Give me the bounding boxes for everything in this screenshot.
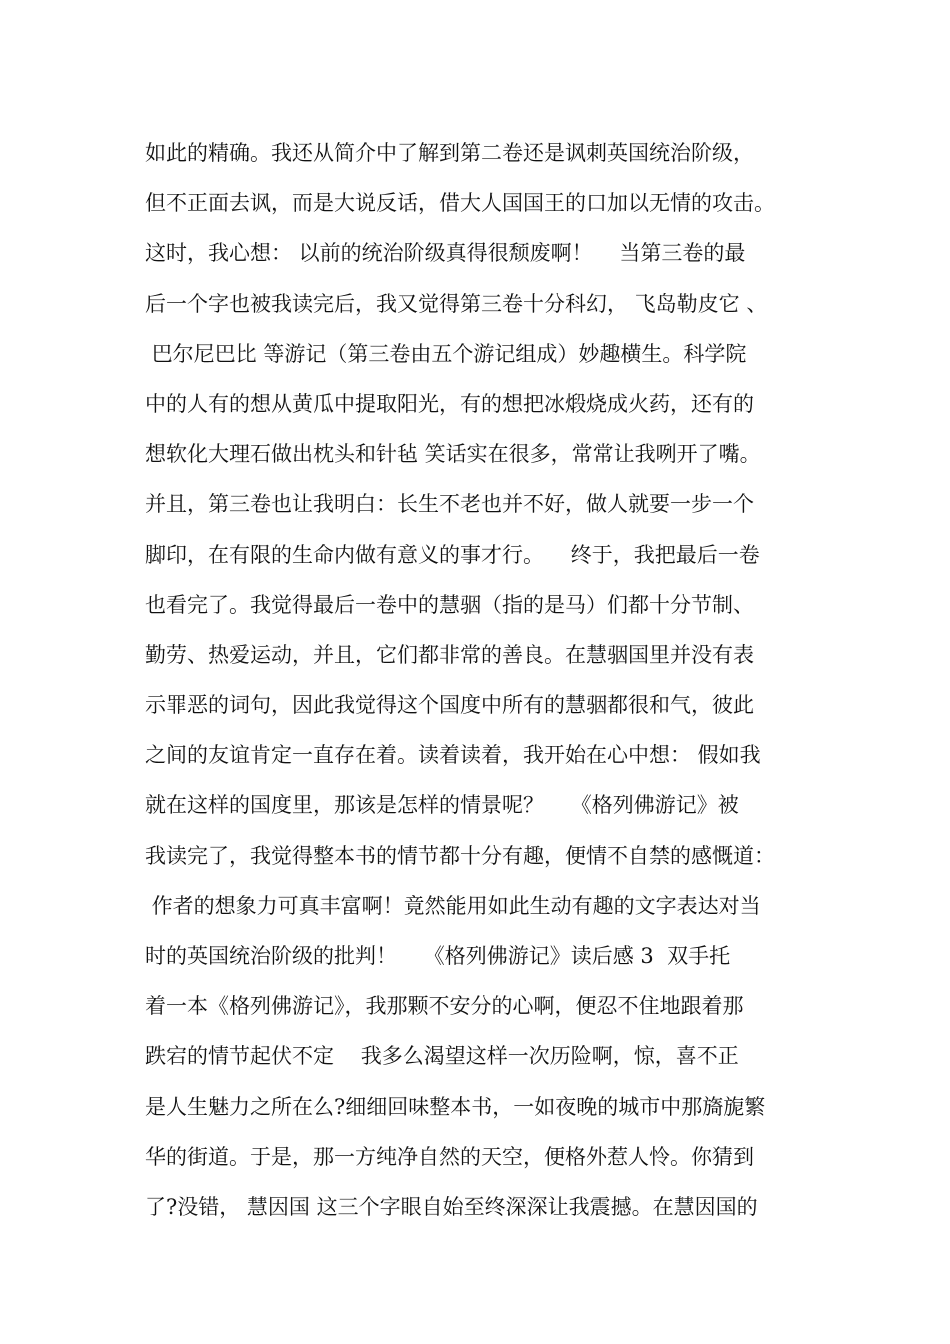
text-line: 华的街道。于是，那一方纯净自然的天空，便格外惹人怜。你猜到	[145, 1144, 754, 1169]
text-line: 我读完了，我觉得整本书的情节都十分有趣，便情不自禁的感慨道：	[145, 843, 775, 868]
text-line: 跌宕的情节起伏不定 我多么渴望这样一次历险啊，惊，喜不正	[145, 1044, 739, 1069]
text-line: 勤劳、热爱运动，并且，它们都非常的善良。在慧骃国里并没有表	[145, 642, 754, 667]
body-text	[145, 128, 835, 1232]
text-line: 巴尔尼巴比 等游记（第三卷由五个游记组成）妙趣横生。科学院	[145, 341, 747, 366]
text-line: 也看完了。我觉得最后一卷中的慧骃（指的是马）们都十分节制、	[145, 592, 754, 617]
text-line: 就在这样的国度里，那该是怎样的情景呢？ 《格列佛游记》被	[145, 793, 739, 818]
text-line: 中的人有的想从黄瓜中提取阳光，有的想把冰煅烧成火药，还有的	[145, 391, 754, 416]
text-line: 示罪恶的词句，因此我觉得这个国度中所有的慧骃都很和气，彼此	[145, 693, 754, 718]
text-line: 并且，第三卷也让我明白：长生不老也并不好，做人就要一步一个	[145, 492, 754, 517]
text-line: 是人生魅力之所在么?细细回味整本书，一如夜晚的城市中那旖旎繁	[145, 1094, 766, 1119]
text-line: 后一个字也被我读完后，我又觉得第三卷十分科幻， 飞岛勒皮它 、	[145, 291, 768, 316]
text-line: 了?没错， 慧因国 这三个字眼自始至终深深让我震撼。在慧因国的	[145, 1194, 758, 1219]
text-line: 之间的友谊肯定一直存在着。读着读着，我开始在心中想： 假如我	[145, 743, 761, 768]
text-line: 如此的精确。我还从简介中了解到第二卷还是讽刺英国统治阶级，	[145, 141, 754, 165]
text-line: 作者的想象力可真丰富啊！竟然能用如此生动有趣的文字表达对当	[145, 893, 761, 918]
text-line: 想软化大理石做出枕头和针毡 笑话实在很多，常常让我咧开了嘴。	[145, 442, 761, 467]
text-line: 着一本《格列佛游记》，我那颗不安分的心啊，便忍不住地跟着那	[145, 994, 744, 1019]
text-line: 但不正面去讽，而是大说反话，借大人国国王的口加以无情的攻击。	[145, 191, 775, 216]
text-line: 时的英国统治阶级的批判！ 《格列佛游记》读后感 3 双手托	[145, 944, 731, 968]
text-line: 脚印，在有限的生命内做有意义的事才行。 终于，我把最后一卷	[145, 542, 760, 567]
text-line: 这时，我心想： 以前的统治阶级真得很颓废啊！ 当第三卷的最	[145, 241, 746, 266]
